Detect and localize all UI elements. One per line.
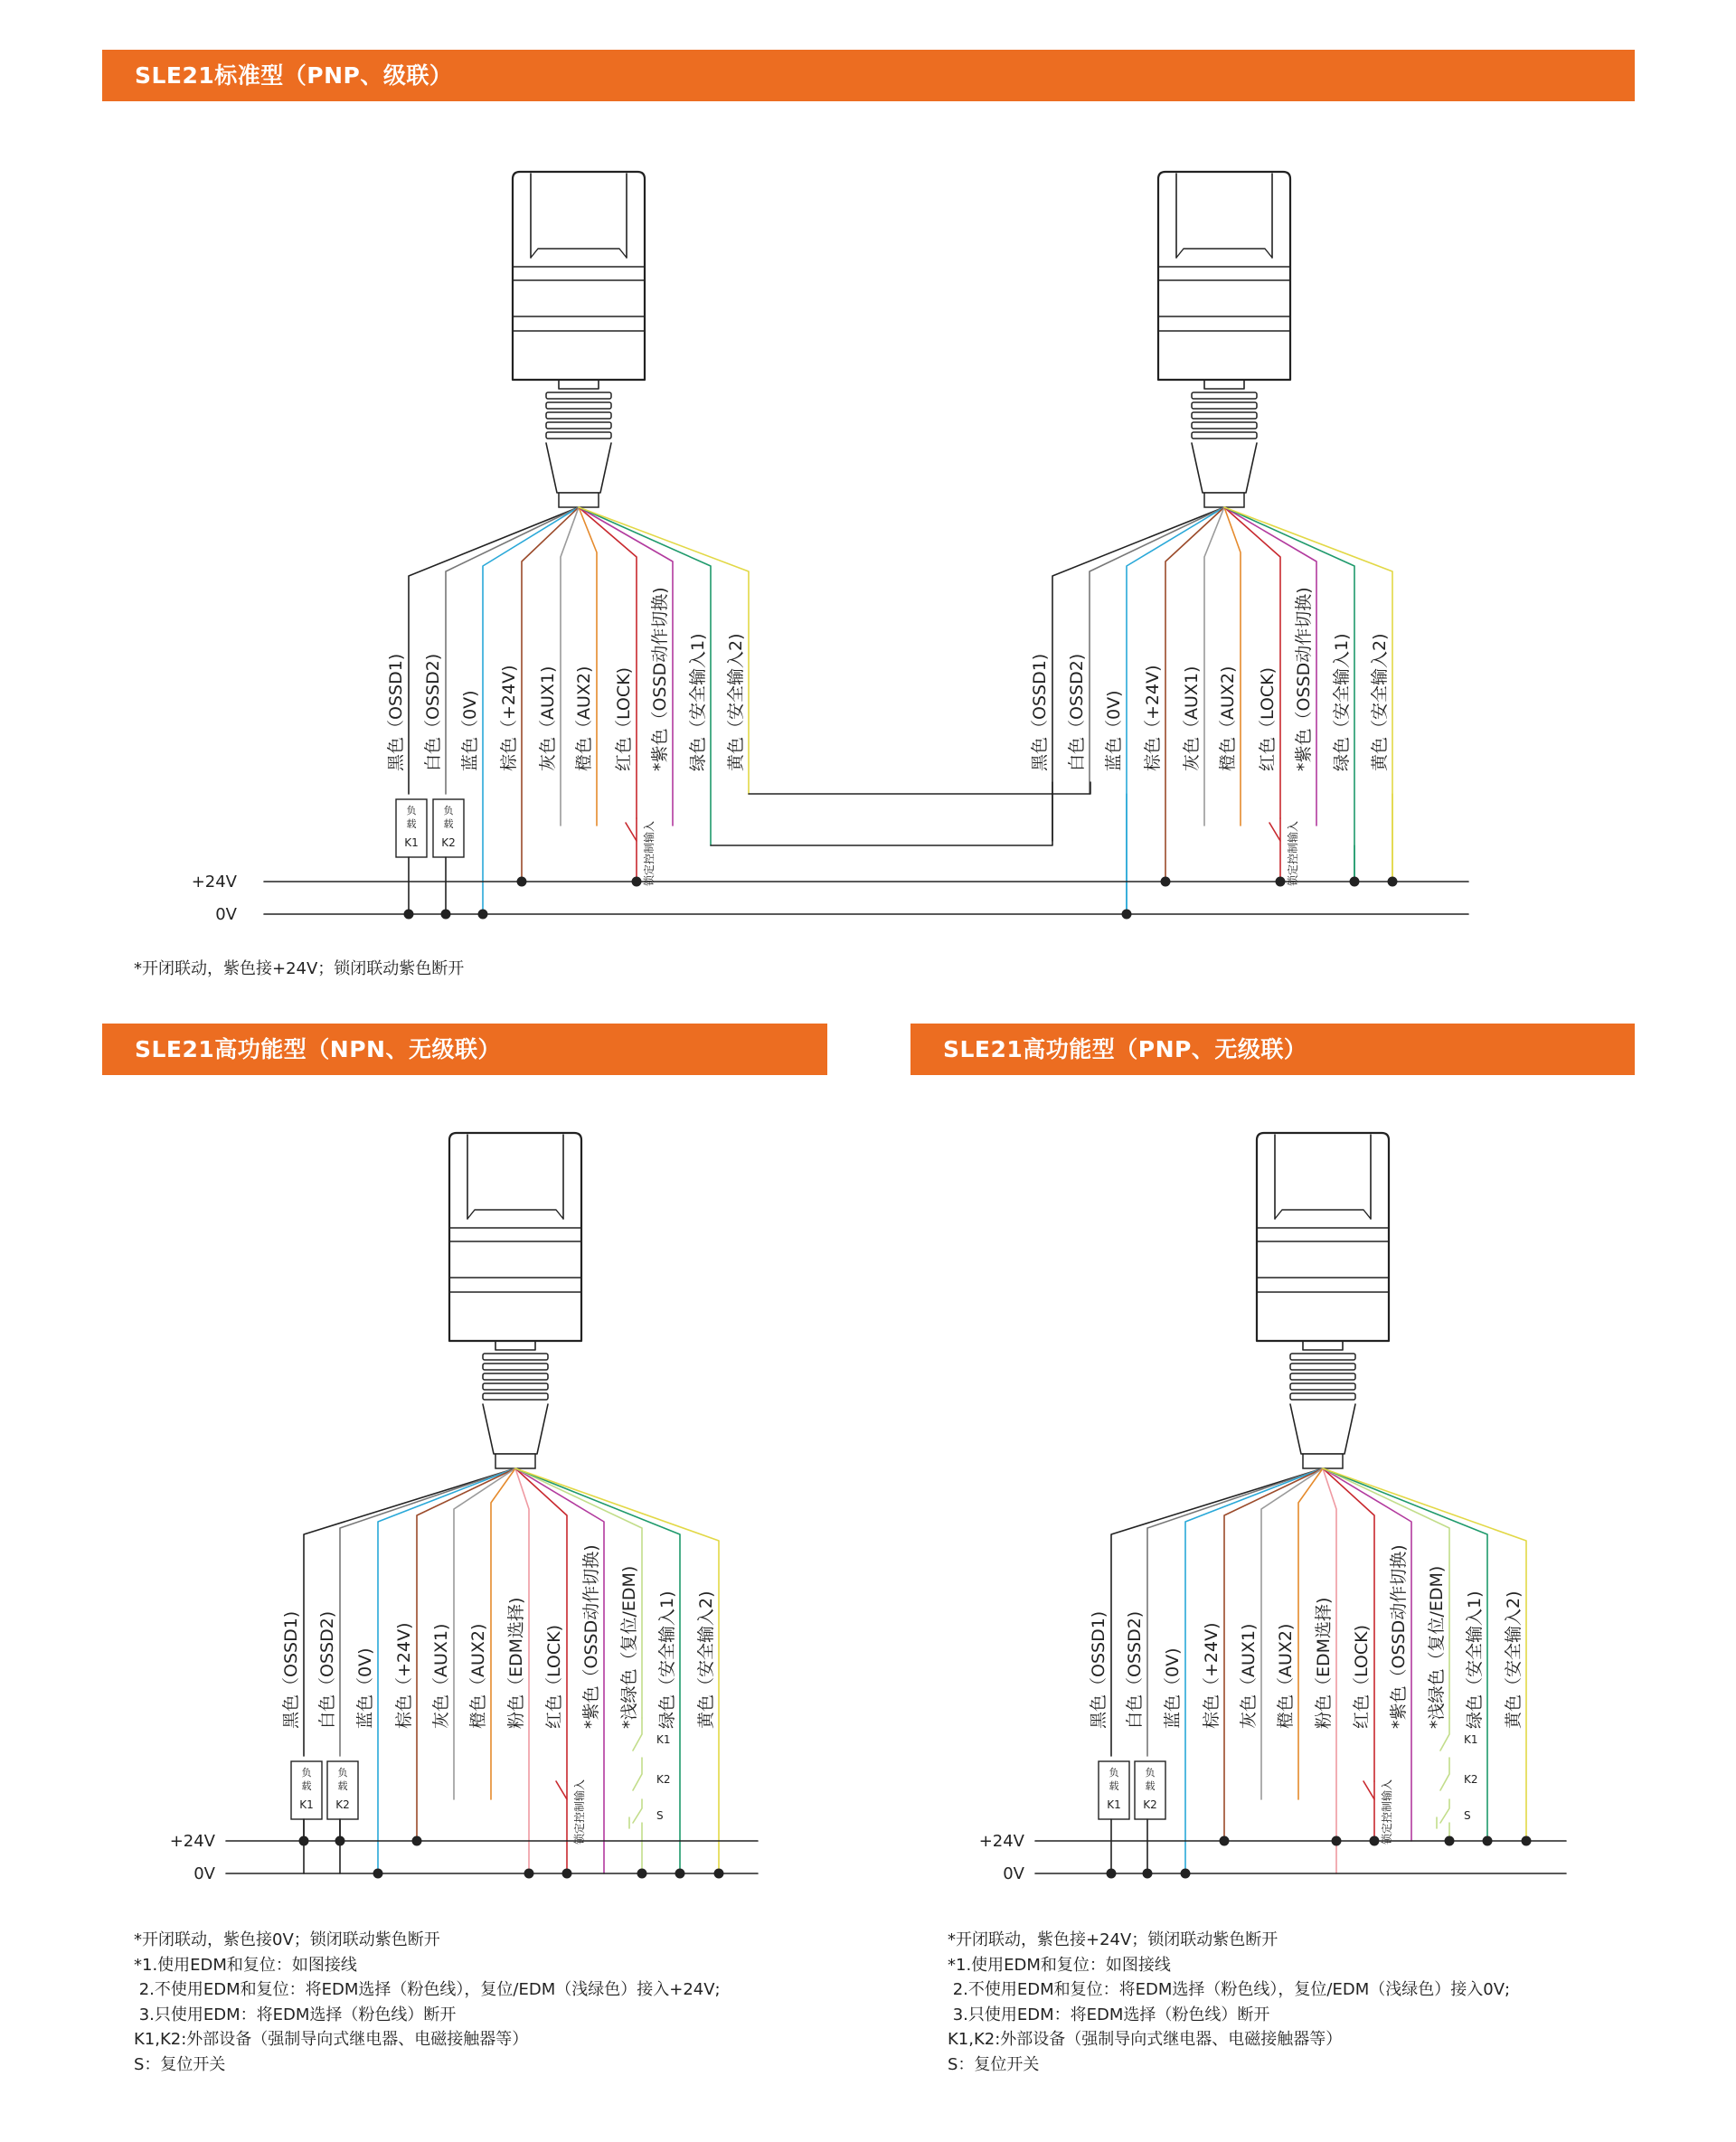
connector-ring [483,1383,548,1390]
connector-taper [483,1404,548,1454]
wire-label: *紫色（OSSD动作切换) [581,1544,601,1729]
notes-npn [134,1928,721,2077]
switch-label-k1: K1 [1464,1733,1478,1746]
connector-ring [1192,392,1257,399]
connector-neck [495,1341,535,1350]
wire-label: 红色（LOCK) [1352,1624,1372,1729]
connector-ring [483,1393,548,1400]
load-k-label: K1 [299,1798,314,1811]
junction-dot [299,1836,309,1846]
junction-dot [1483,1836,1493,1846]
wire-label: 蓝色（0V) [460,690,480,771]
connector-ring [546,432,611,439]
edm-switch-k2 [1440,1758,1449,1790]
wire-label: 蓝色（0V) [1163,1647,1183,1729]
wire-label: 黄色（安全输入2) [726,633,746,771]
wire-label: 棕色（+24V) [1202,1622,1222,1729]
wire-label: 灰色（AUX1) [1239,1623,1259,1729]
connector-taper [1192,443,1257,493]
connector-tip [1204,493,1244,507]
wire-label: 灰色（AUX1) [431,1623,451,1729]
load-char: 载 [1145,1780,1156,1792]
wire-label: 白色（OSSD2) [1125,1610,1145,1729]
connector-ring [546,402,611,409]
load-char: 载 [337,1780,348,1792]
lock-switch-blade [626,823,637,841]
junction-dot [1107,1869,1117,1879]
junction-dot [373,1869,383,1879]
connector-ring [1290,1373,1355,1380]
wire [1127,507,1224,914]
load-k-label: K2 [441,836,456,849]
lock-label: 锁定控制输入 [643,820,656,886]
notes-pnp [948,1928,1510,2077]
load-k2 [327,1761,358,1819]
connector-ring [546,392,611,399]
junction-dot [1220,1836,1230,1846]
load-k-label: K1 [404,836,419,849]
wire-label: *紫色（OSSD动作切换) [650,587,670,771]
connector-neck [1303,1341,1343,1350]
connector-neck [1204,380,1244,389]
switch-label-s: S [1464,1809,1471,1822]
load-char: 载 [1109,1780,1119,1792]
wire-label: 黄色（安全输入2) [1504,1590,1524,1729]
load-char: 载 [443,818,454,830]
wire-label: *浅绿色（复位/EDM) [619,1565,639,1729]
rail-label-plus: +24V [191,873,237,892]
junction-dot [335,1836,345,1846]
note-line: 2.不使用EDM和复位：将EDM选择（粉色线），复位/EDM（浅绿色）接入0V; [948,1980,1511,1999]
sensor-housing [513,172,645,380]
reset-switch-s [629,1799,642,1828]
lock-label: 锁定控制输入 [1287,820,1299,886]
wire-label: 红色（LOCK) [614,666,634,771]
junction-dot [1445,1836,1455,1846]
load-k1 [396,799,427,857]
rail-label-zero: 0V [215,905,237,924]
wire-label: 棕色（+24V) [499,665,519,771]
junction-dot [1522,1836,1532,1846]
connector-neck [559,380,599,389]
load-char: 负 [1145,1767,1156,1779]
wire-label: 棕色（+24V) [1143,665,1163,771]
load-k-label: K2 [1143,1798,1157,1811]
load-char: 负 [337,1767,348,1779]
junction-dot [675,1869,685,1879]
junction-dot [404,910,414,920]
junction-dot [1181,1869,1191,1879]
switch-label-s: S [656,1809,664,1822]
junction-dot [1161,877,1171,887]
lock-switch-blade [1269,823,1280,841]
junction-dot [517,877,527,887]
load-k2 [433,799,464,857]
junction-dot [478,910,488,920]
wire-label: 黑色（OSSD1) [1089,1610,1109,1729]
junction-dot [524,1869,534,1879]
sensor-device [1257,1133,1389,1468]
section-title-pnp: SLE21高功能型（PNP、无级联） [910,1024,1635,1075]
junction-dot [412,1836,422,1846]
load-char: 载 [301,1780,312,1792]
load-k1 [1099,1761,1129,1819]
wire-label: 灰色（AUX1) [1182,665,1202,771]
wire-label: 白色（OSSD2) [1067,653,1087,771]
note-line: K1,K2:外部设备（强制导向式继电器、电磁接触器等） [948,2030,1343,2049]
wire-label: 橙色（AUX2) [468,1623,488,1729]
connector-ring [1192,422,1257,429]
connector-ring [1192,412,1257,419]
wire-label: 橙色（AUX2) [1218,665,1238,771]
wire-label: 黄色（安全输入2) [1370,633,1390,771]
note-line: 3.只使用EDM：将EDM选择（粉色线）断开 [948,2005,1270,2024]
connector-ring [483,1373,548,1380]
wire-label: 白色（OSSD2) [423,653,443,771]
wire-label: 粉色（EDM选择) [506,1597,526,1729]
wire-label: 黑色（OSSD1) [1030,653,1050,771]
junction-dot [1332,1836,1342,1846]
load-k-label: K2 [335,1798,350,1811]
wire-label: 橙色（AUX2) [1276,1623,1296,1729]
note-line: 3.只使用EDM：将EDM选择（粉色线）断开 [134,2005,457,2024]
load-char: 负 [301,1767,312,1779]
reset-switch-s [1437,1799,1449,1828]
note-line: *1.使用EDM和复位：如图接线 [134,1955,357,1975]
lock-switch-blade [1363,1781,1374,1799]
wire-label: 蓝色（0V) [355,1647,375,1729]
connector-ring [1290,1393,1355,1400]
junction-dot [1276,877,1286,887]
wire-label: *紫色（OSSD动作切换) [1294,587,1314,771]
wire-label: 橙色（AUX2) [574,665,594,771]
sensor-housing [1158,172,1290,380]
junction-dot [1143,1869,1153,1879]
sensor-device [513,172,645,507]
lock-label: 锁定控制输入 [1381,1779,1393,1845]
connector-ring [1192,432,1257,439]
junction-dot [632,877,642,887]
rail-label-plus: +24V [978,1832,1024,1851]
cascade-link [749,782,1090,794]
load-char: 负 [406,805,417,816]
wire-label: 粉色（EDM选择) [1314,1597,1334,1729]
note-line: *开闭联动，紫色接+24V；锁闭联动紫色断开 [134,959,465,978]
switch-label-k2: K2 [1464,1773,1478,1786]
note-line: *开闭联动，紫色接+24V；锁闭联动紫色断开 [948,1930,1278,1949]
rail-label-zero: 0V [1003,1864,1024,1883]
note-line: *1.使用EDM和复位：如图接线 [948,1955,1171,1975]
note-line: S：复位开关 [948,2054,1040,2074]
section-title-npn: SLE21高功能型（NPN、无级联） [102,1024,827,1075]
notes-standard [134,957,464,982]
note-line: K1,K2:外部设备（强制导向式继电器、电磁接触器等） [134,2030,529,2049]
junction-dot [714,1869,724,1879]
wire-label: 红色（LOCK) [1258,666,1278,771]
edm-switch-k2 [633,1758,642,1790]
junction-dot [637,1869,647,1879]
sensor-device [1158,172,1290,507]
load-k1 [291,1761,322,1819]
wire-label: 黑色（OSSD1) [281,1610,301,1729]
section-title-standard: SLE21标准型（PNP、级联） [102,50,1635,101]
load-k2 [1135,1761,1165,1819]
connector-ring [546,412,611,419]
connector-ring [1290,1354,1355,1360]
connector-tip [559,493,599,507]
connector-taper [1290,1404,1355,1454]
sensor-housing [1257,1133,1389,1341]
wire-label: 黑色（OSSD1) [386,653,406,771]
junction-dot [441,910,451,920]
junction-dot [1350,877,1360,887]
wire-label: *浅绿色（复位/EDM) [1427,1565,1447,1729]
connector-ring [1290,1364,1355,1370]
note-line: *开闭联动，紫色接0V；锁闭联动紫色断开 [134,1930,440,1949]
wire-label: 绿色（安全输入1) [1332,633,1352,771]
rail-label-zero: 0V [193,1864,215,1883]
note-line: S：复位开关 [134,2054,226,2074]
lock-label: 锁定控制输入 [573,1779,586,1845]
connector-taper [546,443,611,493]
wire-label: 绿色（安全输入1) [1465,1590,1485,1729]
wire-label: *紫色（OSSD动作切换) [1389,1544,1409,1729]
connector-ring [1192,402,1257,409]
wire-label: 绿色（安全输入1) [657,1590,677,1729]
connector-ring [546,422,611,429]
wire-label: 白色（OSSD2) [317,1610,337,1729]
wire-label: 红色（LOCK) [544,1624,564,1729]
wire-label: 蓝色（0V) [1104,690,1124,771]
rail-label-plus: +24V [169,1832,215,1851]
wire-label: 绿色（安全输入1) [688,633,708,771]
wire [483,507,579,914]
switch-label-k1: K1 [656,1733,671,1746]
load-char: 负 [443,805,454,816]
junction-dot [1370,1836,1380,1846]
wire-label: 灰色（AUX1) [538,665,558,771]
connector-tip [1303,1454,1343,1468]
connector-ring [483,1354,548,1360]
junction-dot [562,1869,572,1879]
junction-dot [1388,877,1398,887]
cascade-link [711,782,1052,845]
connector-tip [495,1454,535,1468]
load-char: 负 [1109,1767,1119,1779]
wire-label: 棕色（+24V) [394,1622,414,1729]
wire-label: 黄色（安全输入2) [696,1590,716,1729]
lock-switch-blade [556,1781,567,1799]
load-k-label: K1 [1107,1798,1121,1811]
connector-ring [483,1364,548,1370]
note-line: 2.不使用EDM和复位：将EDM选择（粉色线），复位/EDM（浅绿色）接入+24V; [134,1980,721,1999]
load-char: 载 [406,818,417,830]
switch-label-k2: K2 [656,1773,671,1786]
junction-dot [1122,910,1132,920]
connector-ring [1290,1383,1355,1390]
sensor-housing [449,1133,581,1341]
sensor-device [449,1133,581,1468]
